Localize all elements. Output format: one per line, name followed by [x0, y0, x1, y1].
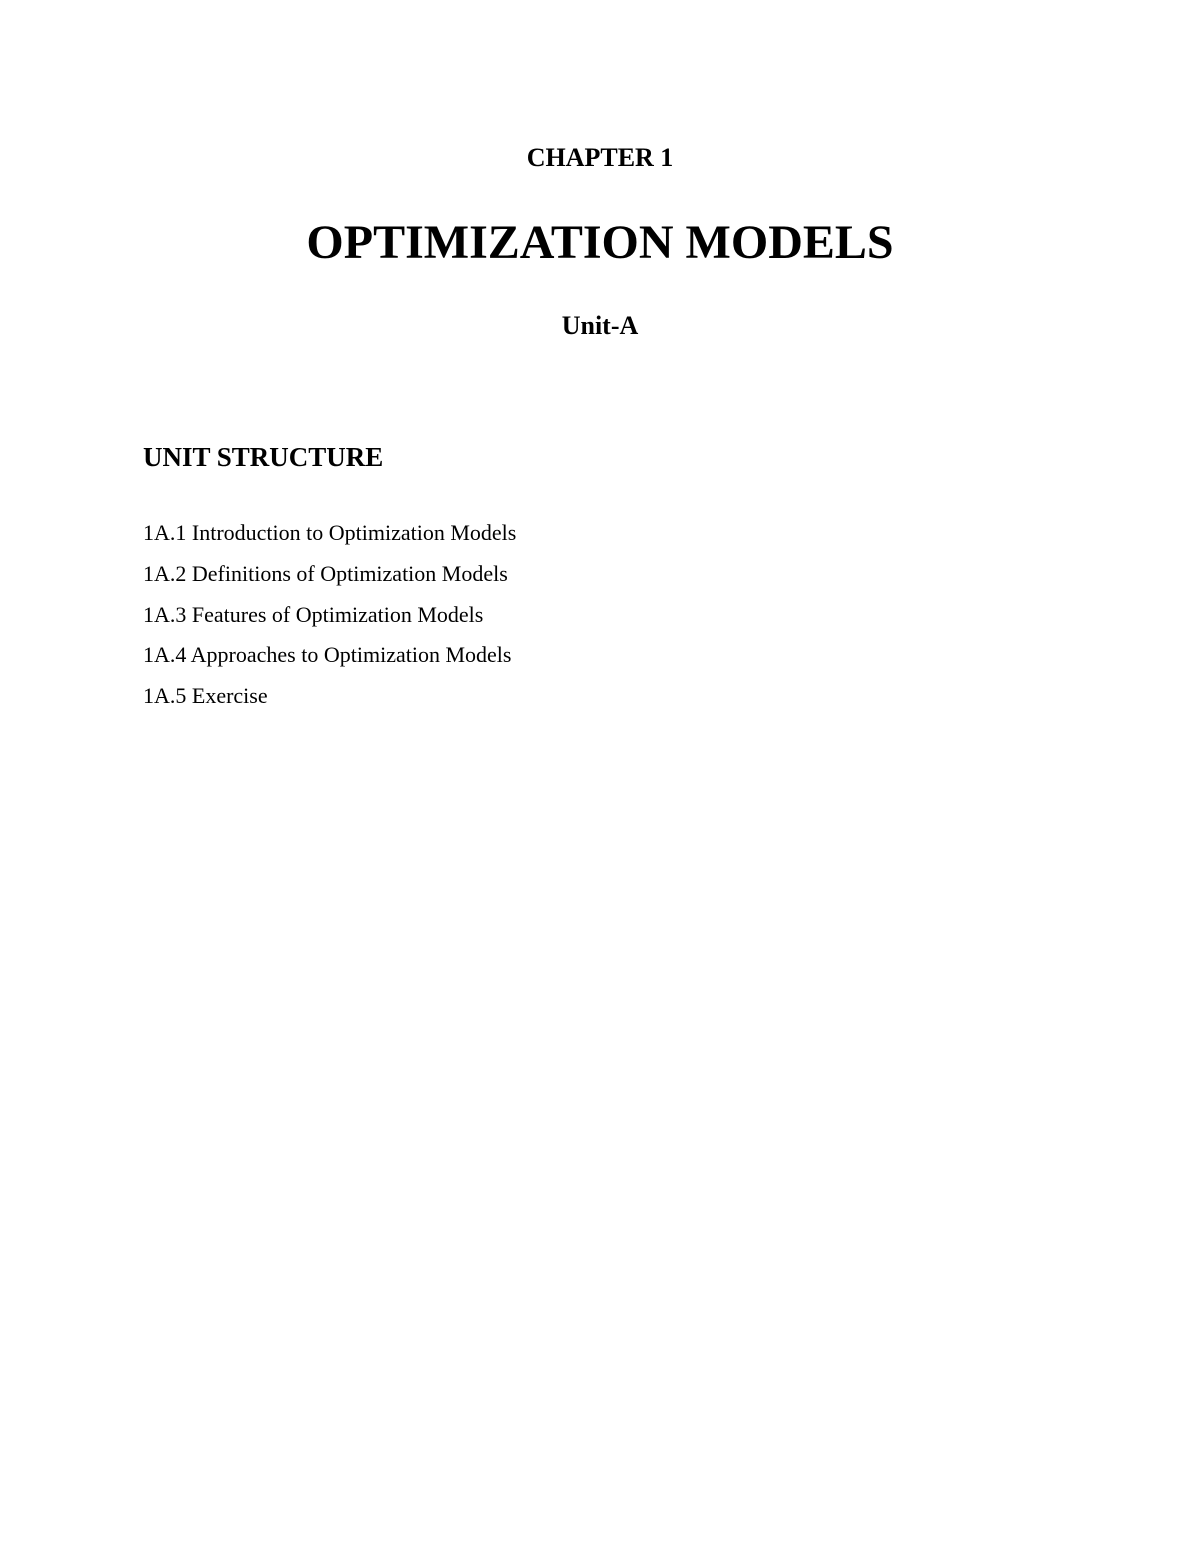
toc-item-1a4: 1A.4 Approaches to Optimization Models [143, 642, 512, 668]
unit-structure-list [143, 513, 516, 717]
toc-item-1a2: 1A.2 Definitions of Optimization Models [143, 560, 508, 586]
unit-structure-heading: UNIT STRUCTURE [143, 442, 384, 472]
toc-item-1a3: 1A.3 Features of Optimization Models [143, 601, 484, 627]
toc-item-1a1: 1A.1 Introduction to Optimization Models [143, 520, 517, 545]
chapter-title: OPTIMIZATION MODELS [306, 216, 894, 269]
unit-label: Unit-A [561, 311, 639, 340]
toc-item-1a5: 1A.5 Exercise [143, 683, 268, 709]
chapter-label: CHAPTER 1 [526, 143, 674, 172]
